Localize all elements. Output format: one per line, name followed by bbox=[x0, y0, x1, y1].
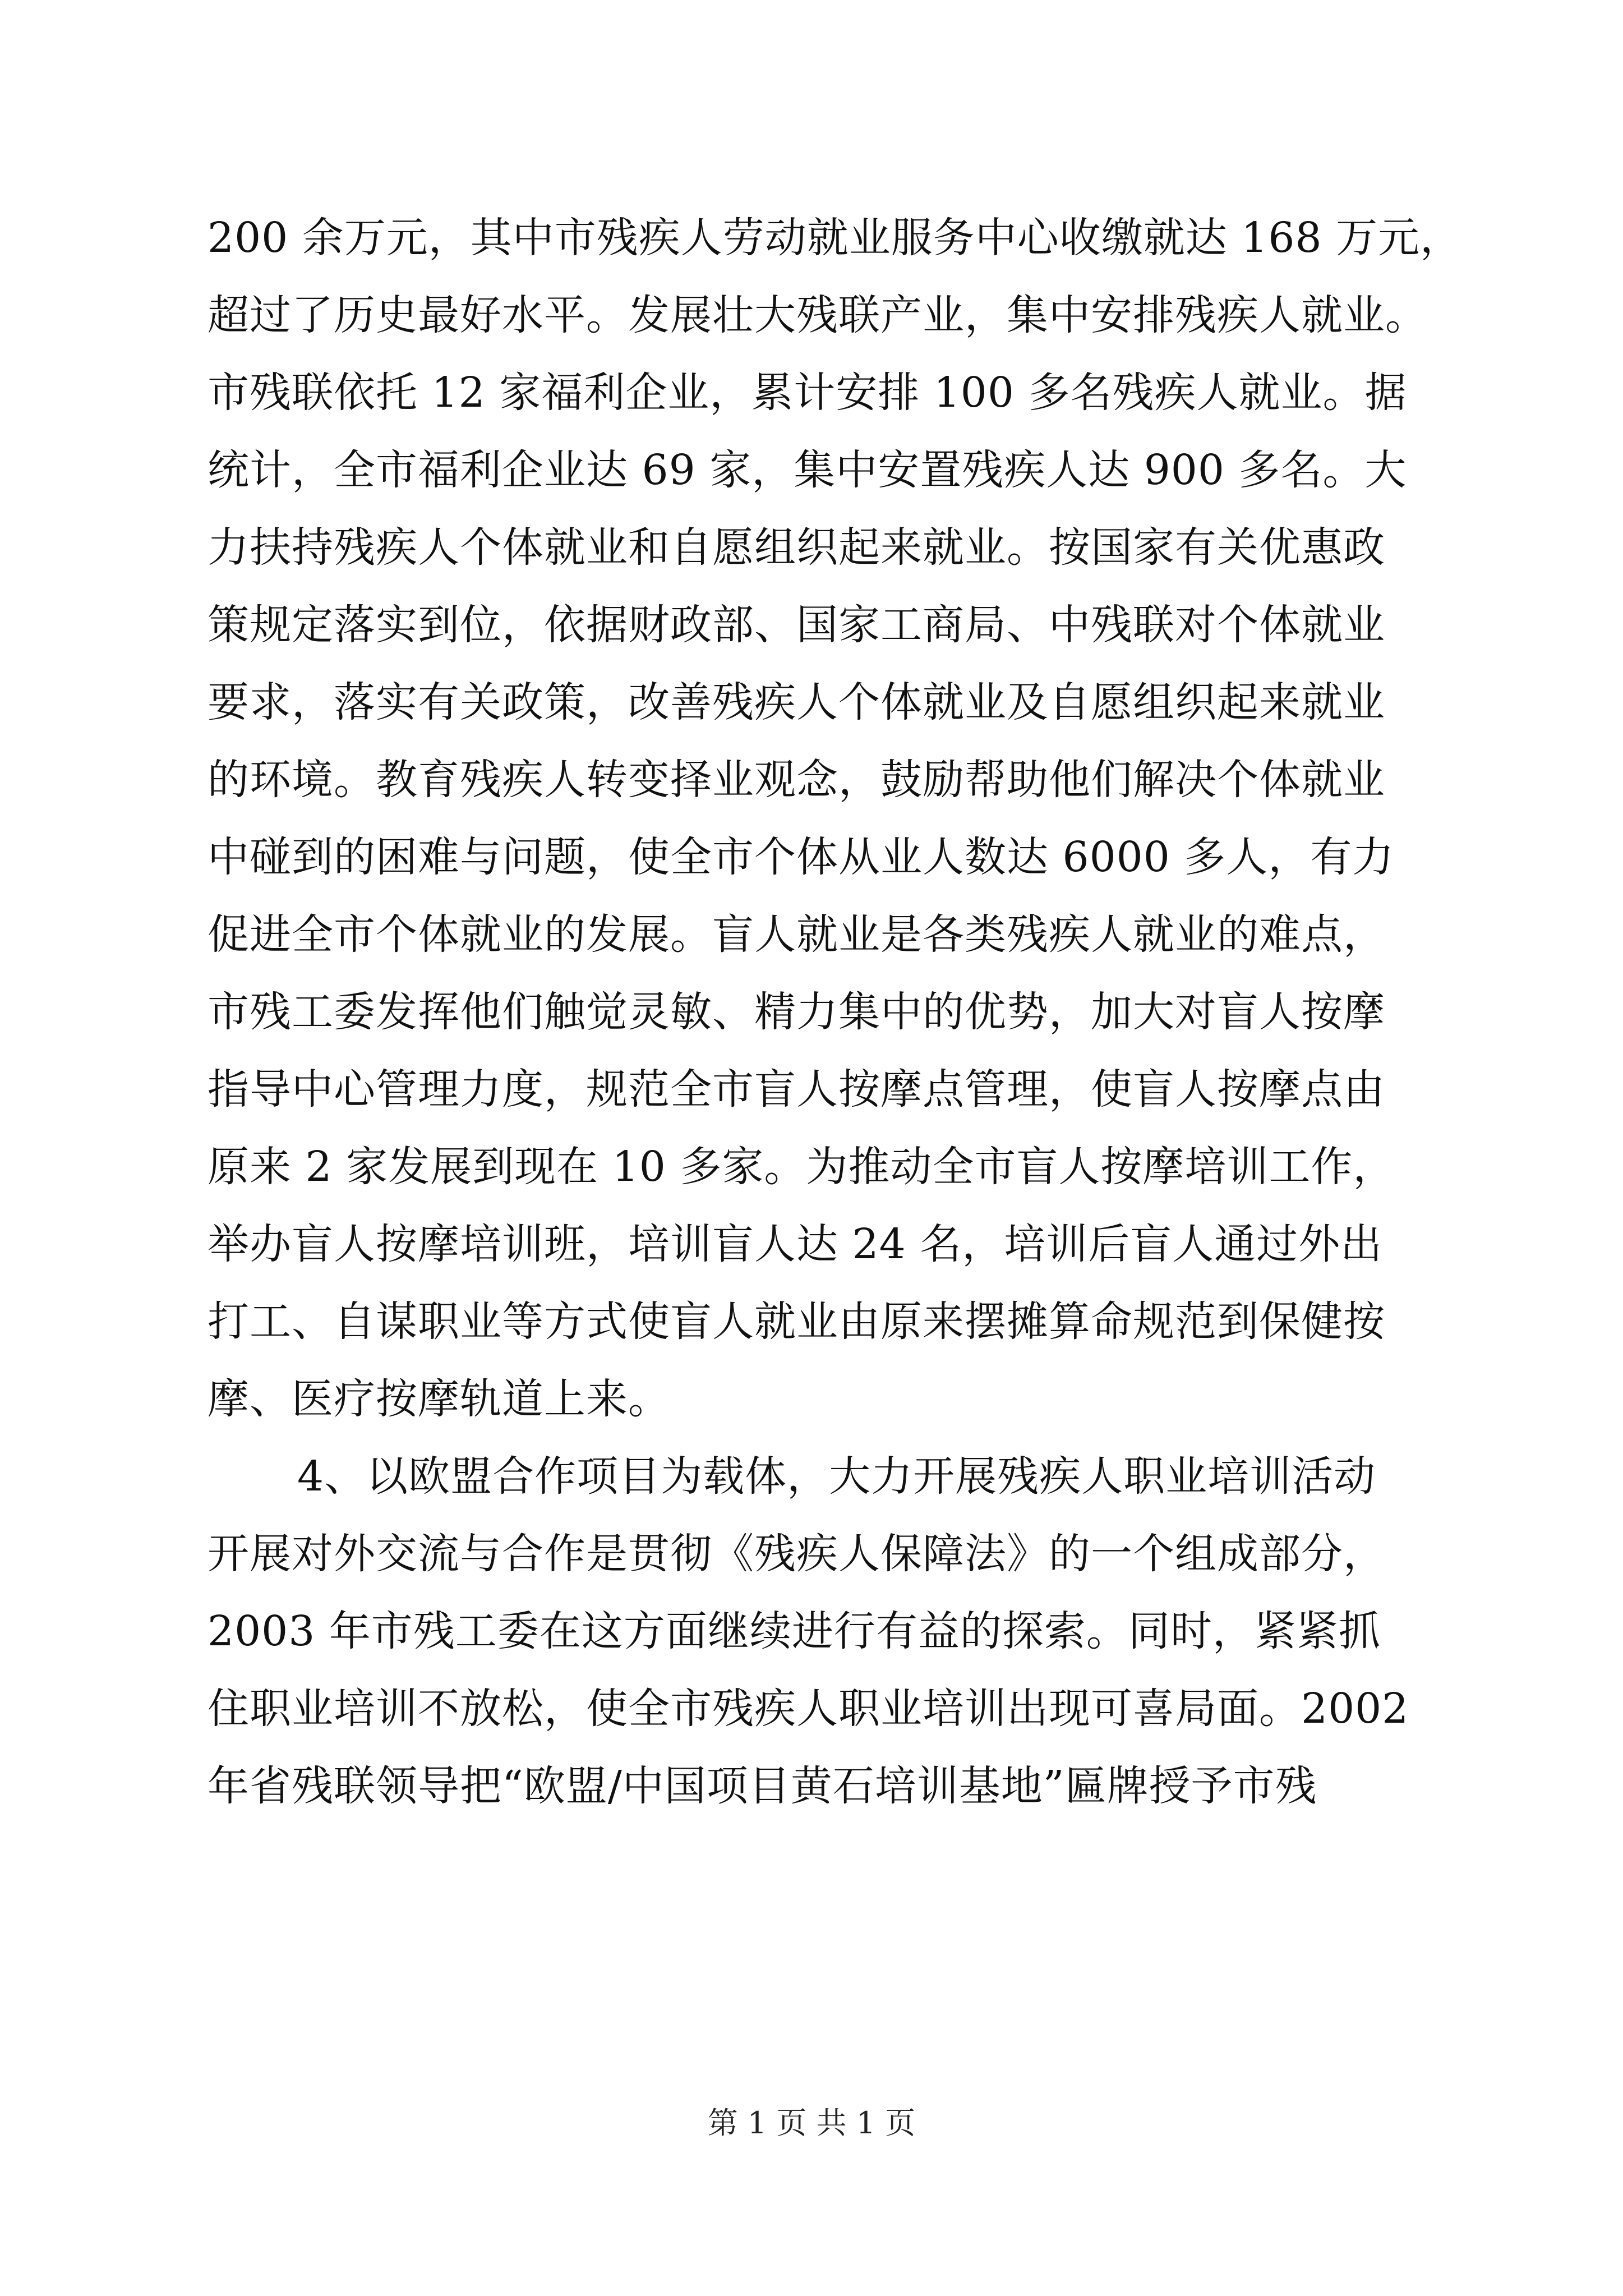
text-line: 统计，全市福利企业达 69 家，集中安置残疾人达 900 多名。大 bbox=[208, 446, 1407, 494]
text-line: 中碰到的困难与问题，使全市个体从业人数达 6000 多人，有力 bbox=[208, 833, 1395, 881]
text-line: 200 余万元，其中市残疾人劳动就业服务中心收缴就达 168 万元， bbox=[208, 214, 1463, 262]
text-line: 住职业培训不放松，使全市残疾人职业培训出现可喜局面。2002 bbox=[208, 1685, 1409, 1733]
text-line: 指导中心管理力度，规范全市盲人按摩点管理，使盲人按摩点由 bbox=[208, 1065, 1385, 1114]
text-line: 举办盲人按摩培训班，培训盲人达 24 名，培训后盲人通过外出 bbox=[208, 1220, 1383, 1268]
text-line: 市残工委发挥他们触觉灵敏、精力集中的优势，加大对盲人按摩 bbox=[208, 988, 1385, 1036]
text-line: 2003 年市残工委在这方面继续进行有益的探索。同时，紧紧抓 bbox=[208, 1607, 1381, 1655]
text-line: 力扶持残疾人个体就业和自愿组织起来就业。按国家有关优惠政 bbox=[208, 523, 1385, 572]
text-line: 开展对外交流与合作是贯彻《残疾人保障法》的一个组成部分， bbox=[208, 1530, 1385, 1578]
text-line: 要求，落实有关政策，改善残疾人个体就业及自愿组织起来就业 bbox=[208, 678, 1385, 726]
text-line: 年省残联领导把“欧盟/中国项目黄石培训基地”匾牌授予市残 bbox=[208, 1762, 1317, 1810]
text-line: 策规定落实到位，依据财政部、国家工商局、中残联对个体就业 bbox=[208, 601, 1385, 649]
text-line: 超过了历史最好水平。发展壮大残联产业，集中安排残疾人就业。 bbox=[208, 291, 1427, 339]
text-line: 市残联依托 12 家福利企业，累计安排 100 多名残疾人就业。据 bbox=[208, 369, 1407, 417]
document-body bbox=[208, 199, 1463, 1825]
text-line: 打工、自谋职业等方式使盲人就业由原来摆摊算命规范到保健按 bbox=[208, 1297, 1385, 1346]
text-line: 摩、医疗按摩轨道上来。 bbox=[208, 1375, 670, 1423]
text-line: 原来 2 家发展到现在 10 多家。为推动全市盲人按摩培训工作， bbox=[208, 1143, 1395, 1191]
page-number-footer: 第 1 页 共 1 页 bbox=[707, 2105, 916, 2141]
section-heading-line: 4、以欧盟合作项目为载体，大力开展残疾人职业培训活动 bbox=[297, 1452, 1376, 1501]
text-line: 的环境。教育残疾人转变择业观念，鼓励帮助他们解决个体就业 bbox=[208, 756, 1385, 804]
text-line: 促进全市个体就业的发展。盲人就业是各类残疾人就业的难点， bbox=[208, 910, 1385, 959]
